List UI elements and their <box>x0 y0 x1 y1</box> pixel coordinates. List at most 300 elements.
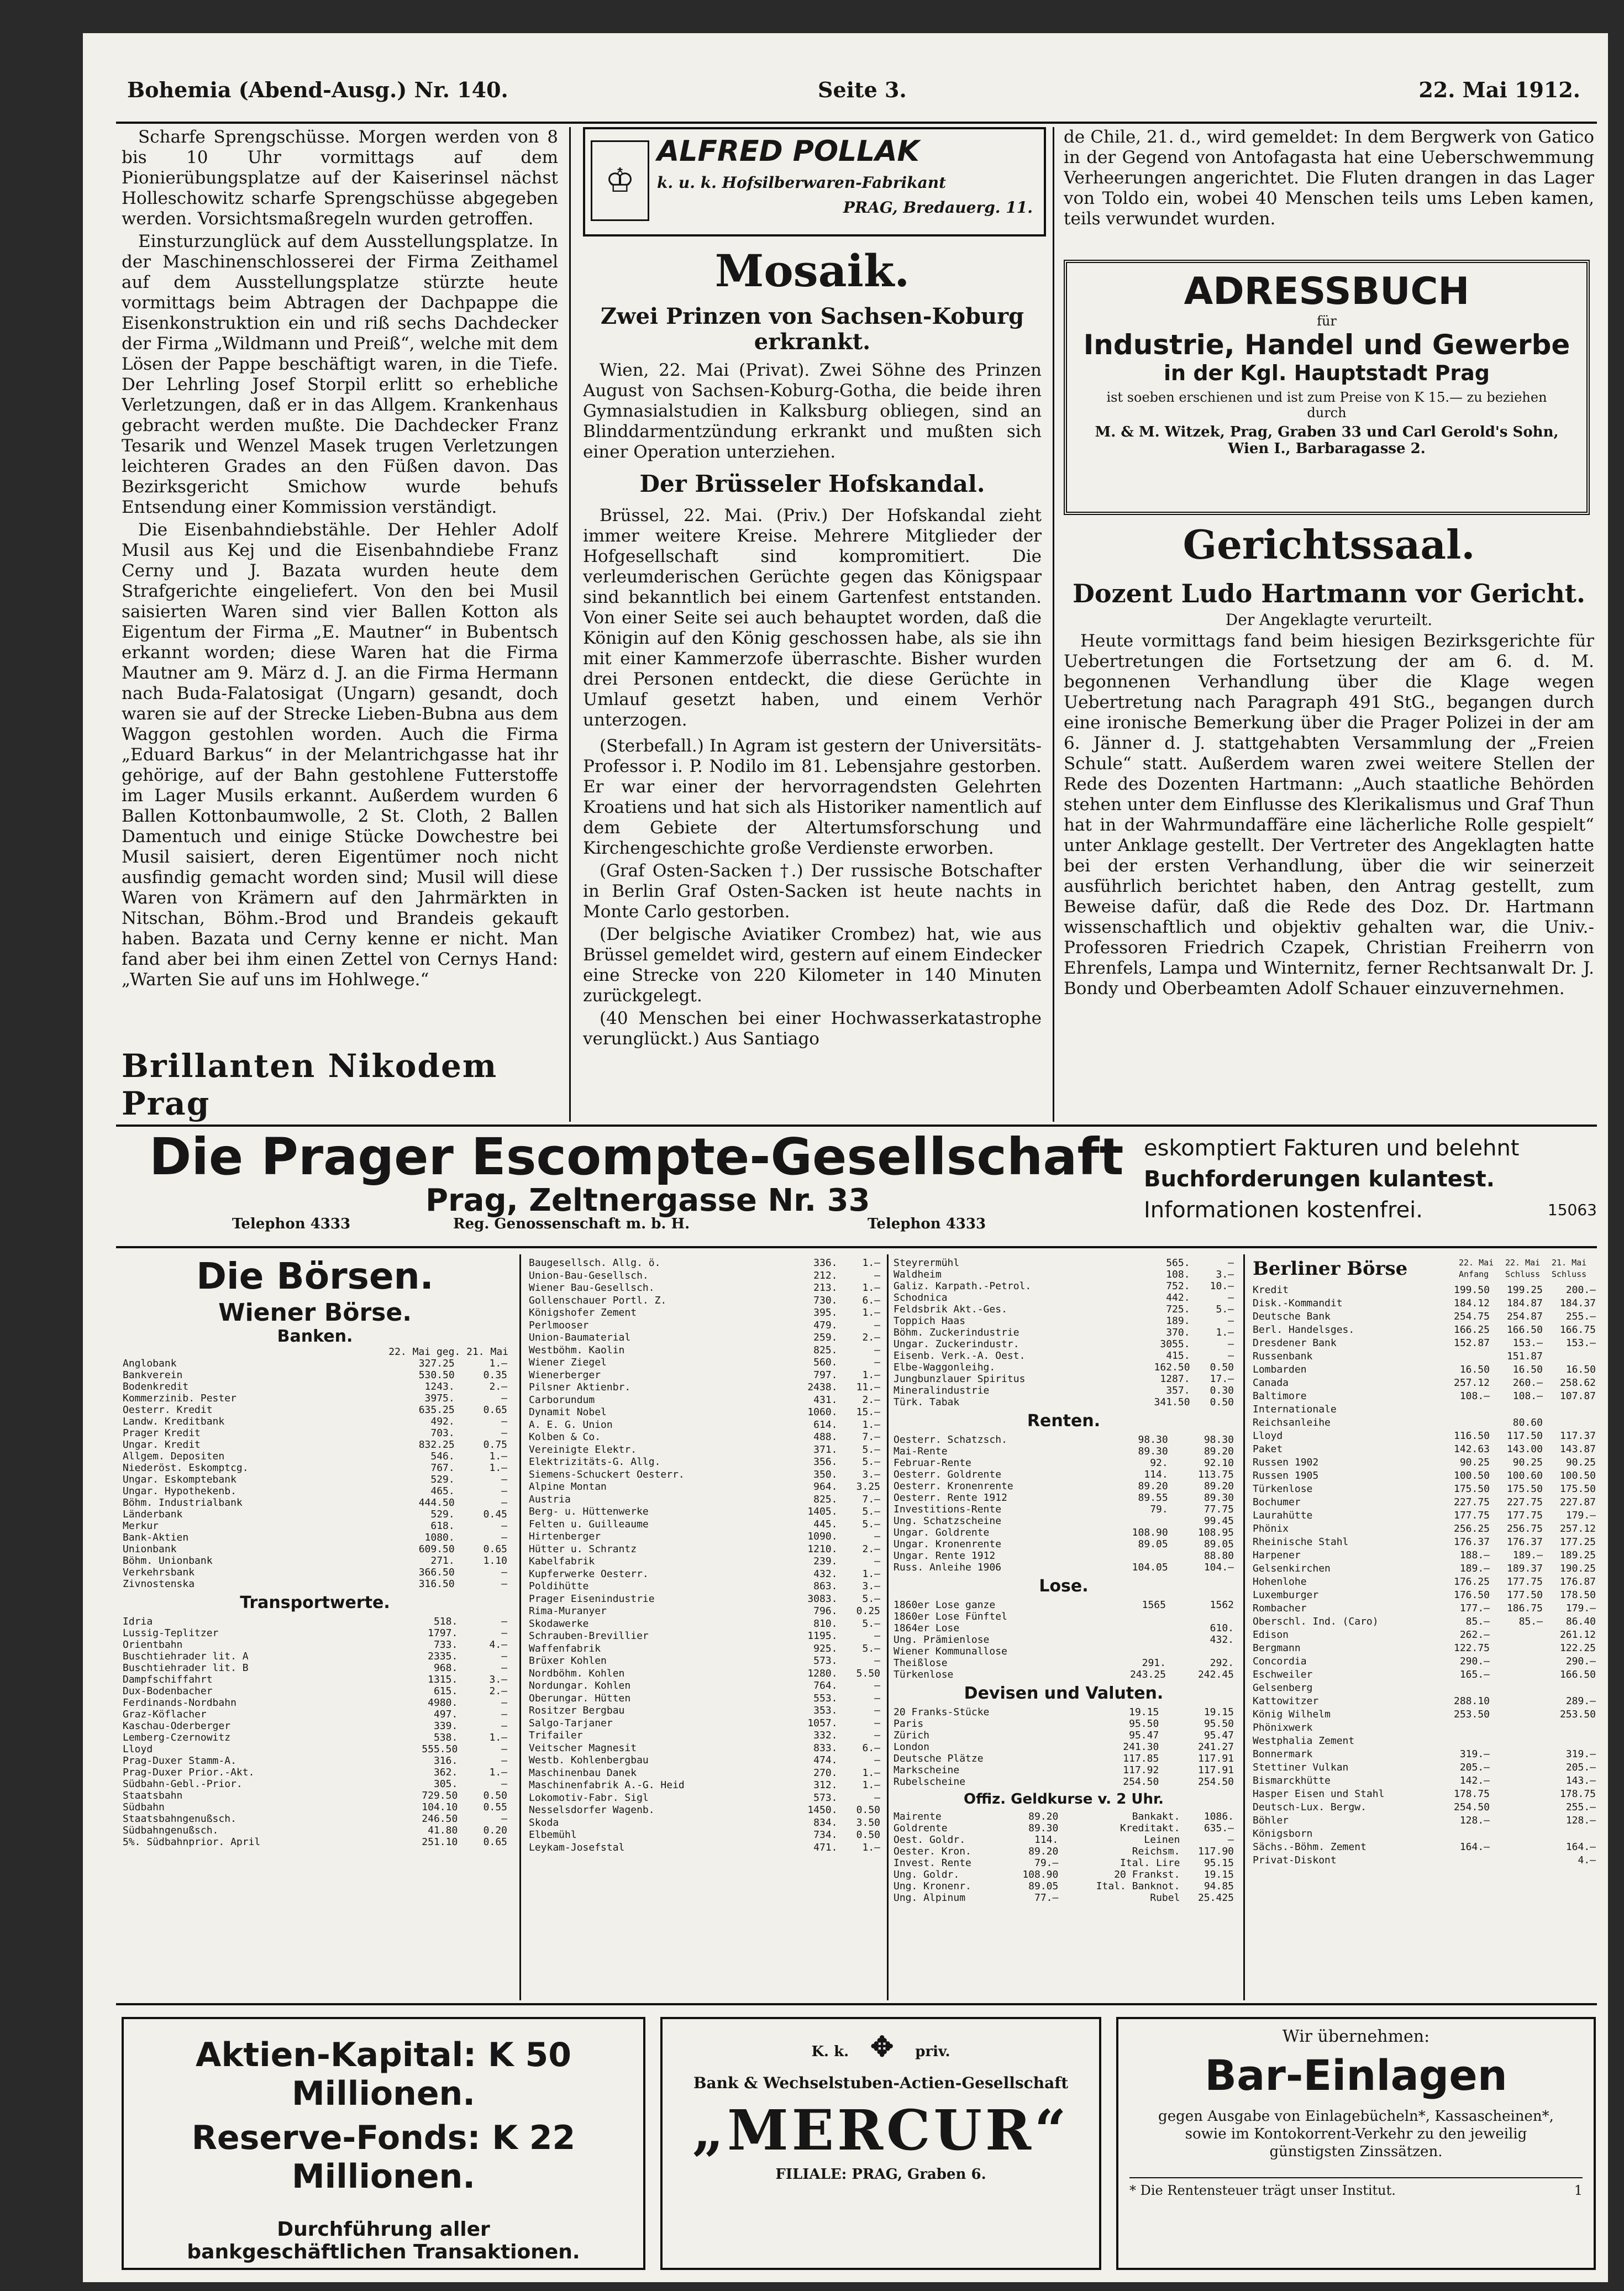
berlin-row-cell: 189.— <box>1512 1549 1543 1561</box>
industrie-row-cell: 3.50 <box>856 1816 880 1828</box>
geld-row <box>892 1857 1235 1869</box>
bank-row-cell: Bankverein <box>123 1369 183 1381</box>
berlin-row <box>1252 1297 1597 1310</box>
berlin-row-cell <box>1491 1655 1544 1668</box>
geld-row-cell: Invest. Rente <box>894 1857 971 1869</box>
ad-brillanten: Brillanten Nikodem Prag <box>122 1047 498 1122</box>
industrie-row-cell: Vereinigte Elektr. <box>529 1443 637 1455</box>
geld-row <box>892 1892 1235 1904</box>
renten-row-cell: 89.30 <box>1203 1492 1234 1504</box>
berlin-row-cell: 190.25 <box>1559 1563 1596 1574</box>
lose-row-cell: 243.25 <box>1129 1669 1166 1680</box>
geld-row-cell: 1086. <box>1203 1811 1234 1822</box>
industrie-row-cell: 5.— <box>862 1443 880 1455</box>
renten-row-cell: 89.20 <box>1203 1480 1234 1492</box>
berlin-row-cell: 260.— <box>1512 1377 1543 1389</box>
industrie-row-cell: Perlmooser <box>529 1319 589 1331</box>
renten-row-cell: 113.75 <box>1197 1469 1234 1480</box>
berlin-row-cell: 143.— <box>1565 1775 1596 1786</box>
industrie-row-cell: 833. <box>813 1742 838 1754</box>
bank-row-cell: — <box>501 1427 507 1439</box>
berlin-row-cell: 288.10 <box>1453 1695 1490 1707</box>
industrie-row-cell: 734. <box>813 1829 838 1841</box>
ad-pollak <box>583 127 1046 237</box>
devisen-row <box>892 1706 1235 1718</box>
renten-row <box>892 1446 1235 1457</box>
industrie2-row-cell: — <box>1228 1315 1234 1327</box>
berlin-row <box>1252 1456 1597 1469</box>
transport-row-cell: Dampfschiffahrt <box>123 1674 213 1685</box>
industrie-row-cell: 2.— <box>862 1394 880 1406</box>
transport-row <box>122 1743 508 1755</box>
renten-row-cell: 77.75 <box>1203 1504 1234 1515</box>
bank-row-cell: Oesterr. Kredit <box>123 1404 213 1416</box>
bank-row-cell: 1243. <box>424 1381 455 1393</box>
industrie-row-cell: — <box>874 1531 880 1542</box>
text-sterbefall: (Sterbefall.) In Agram ist gestern der Universitäts-Professor i. P. Nodilo im 81. Lebensjahre gestorben. Er war einer der hervorragendsten Gelehrten Kroatiens und hat sich als Historiker namentlich auf dem Gebiete der Altertumsforschung und Kirchengeschichte große Verdienste erworben. <box>583 736 1042 858</box>
bank-row-cell: 767. <box>430 1462 455 1474</box>
renten-row-cell: 89.55 <box>1138 1492 1168 1504</box>
berlin-row <box>1252 1430 1597 1443</box>
industrie-row-cell: 15.— <box>856 1406 880 1418</box>
crown-icon: ♔ <box>591 140 649 221</box>
bank-row <box>122 1416 508 1427</box>
berlin-row-cell: 142.— <box>1459 1775 1490 1786</box>
geld-row-cell: Bankakt. <box>1132 1811 1180 1822</box>
bank-row <box>122 1543 508 1555</box>
bank-row-cell: 546. <box>430 1451 455 1462</box>
geld-row-cell: Ung. Alpinum <box>894 1892 966 1904</box>
article-eisenbahndiebstaehle: Die Eisenbahndiebstähle. Der Hehler Adolf Musil aus Kej und die Eisenbahndiebe Franz Cerny und J. Bazata wurden heute dem Strafgerichte eingeliefert. Von den bei Musil saisierten Waren sind vier Ballen Kotton als Eigentum der Firma „E. Mautner“ in Bubentsch erkannt worden; diese Waren hat die Firma Mautner am 9. März d. J. an die Firma Hermann nach Buda-Falatosigat (Ungarn) gesandt, doch waren sie auf der Strecke Lieben-Bubna aus dem Waggon gestohlen worden. Auch die Firma „Eduard Barkus“ in der Melantrichgasse hat ihr gehörige, auf der Bahn gestohlene Futterstoffe im Lager Musils erkannt. Außerdem wurden 6 Ballen Kottonbaumwolle, 2 St. Cloth, 2 Ballen Damentuch und einige Stücke Dowchestre bei Musil saisiert, deren Eigentümer noch nicht ausfindig gemacht worden sind; Musil will diese Waren von Krämern auf den Jahrmärkten in Nitschan, Böhm.-Brod und Brandeis gekauft haben. Bazata und Cerny kenne er nicht. Man fand aber bei ihm einen Zettel von Cernys Hand: „Warten Sie auf uns im Hohlwege.“ <box>122 520 558 990</box>
industrie-row-cell: 1.— <box>862 1257 880 1269</box>
geld-row <box>892 1834 1235 1846</box>
devisen-row-cell: 117.91 <box>1197 1764 1234 1776</box>
renten-row <box>892 1480 1235 1492</box>
berlin-row-cell: Russen 1902 <box>1253 1457 1319 1468</box>
berlin-row-cell: 176.87 <box>1559 1576 1596 1588</box>
industrie2-row-cell: Eisenb. Verk.-A. Oest. <box>894 1350 1026 1362</box>
industrie-row-cell: 1057. <box>807 1717 838 1729</box>
bank-row-cell: 2.— <box>489 1381 507 1393</box>
bank-row <box>122 1520 508 1532</box>
berlin-row-cell: 16.50 <box>1459 1364 1490 1375</box>
bank-row-cell: — <box>501 1520 507 1532</box>
renten-row-cell: 108.95 <box>1197 1527 1234 1538</box>
transport-row-cell: — <box>501 1651 507 1662</box>
eagle-icon: ✥ <box>870 2030 894 2063</box>
bank-row <box>122 1497 508 1509</box>
berlin-row-cell <box>1491 1788 1544 1801</box>
renten-row-cell: Investitions-Rente <box>894 1504 1002 1515</box>
industrie-row-cell: 431. <box>813 1394 838 1406</box>
berlin-row-cell <box>1491 1827 1544 1841</box>
transport-row-cell: 1797. <box>428 1627 458 1639</box>
transport-row-cell: — <box>501 1616 507 1627</box>
industrie-row <box>528 1730 881 1742</box>
berlin-row-cell: 184.12 <box>1453 1297 1490 1309</box>
industrie-row <box>528 1842 881 1854</box>
bank-row-cell: 703. <box>430 1427 455 1439</box>
industrie-row-cell: 573. <box>813 1655 838 1667</box>
berlin-row-cell: Deutsch-Lux. Bergw. <box>1253 1801 1367 1813</box>
ad-escompte <box>149 1127 1133 1243</box>
geld-row-cell: 77.— <box>1034 1892 1059 1904</box>
renten-row-cell: 92. <box>1150 1457 1168 1469</box>
transport-row-cell: 104.10 <box>422 1801 458 1813</box>
transport-row-cell: 0.50 <box>483 1790 507 1801</box>
industrie-row-cell: 2438. <box>807 1381 838 1393</box>
transport-row-cell: 0.20 <box>483 1825 507 1836</box>
industrie-row <box>528 1456 881 1469</box>
industrie-row <box>528 1630 881 1643</box>
berlin-row-cell <box>1491 1403 1544 1416</box>
industrie-row-cell: 5.— <box>862 1593 880 1605</box>
berlin-row-cell: 255.— <box>1565 1311 1596 1322</box>
berlin-row-cell: 108.— <box>1512 1390 1543 1402</box>
berlin-row <box>1252 1376 1597 1390</box>
geld-row-cell: Oest. Goldr. <box>894 1834 966 1846</box>
industrie2-row-cell: Toppich Haas <box>894 1315 966 1327</box>
berlin-row <box>1252 1483 1597 1496</box>
mercur-name: „MERCUR“ <box>692 2098 1070 2163</box>
industrie-row-cell: Oberungar. Hütten <box>529 1692 631 1704</box>
bank-row <box>122 1474 508 1485</box>
berlin-row <box>1252 1350 1597 1363</box>
industrie-row <box>528 1320 881 1332</box>
industrie-row <box>528 1381 881 1394</box>
industrie-row-cell: 1450. <box>807 1804 838 1816</box>
industrie-row-cell: 834. <box>813 1816 838 1828</box>
geld-row-cell: 20 Frankst. <box>1114 1869 1180 1880</box>
industrie2-row-cell: 0.50 <box>1210 1396 1234 1408</box>
industrie-row-cell: — <box>874 1717 880 1729</box>
bank-row <box>122 1485 508 1497</box>
industrie-row-cell: Maschinenbau Danek <box>529 1767 637 1779</box>
transport-row <box>122 1674 508 1685</box>
berlin-row <box>1252 1695 1597 1708</box>
industrie-row <box>528 1754 881 1767</box>
industrie2-row-cell: 1.— <box>1216 1327 1234 1338</box>
berlin-row-cell <box>1438 1416 1491 1430</box>
mercur-priv: priv. <box>915 2043 950 2060</box>
column-2 <box>583 243 1042 1105</box>
industrie2-row-cell: Jungbunzlauer Spiritus <box>894 1373 1026 1385</box>
industrie-row <box>528 1742 881 1755</box>
berlin-row-cell <box>1544 1350 1597 1363</box>
bank-row-cell: 0.75 <box>483 1439 507 1451</box>
industrie-row <box>528 1779 881 1792</box>
berlin-row <box>1252 1323 1597 1337</box>
industrie-row <box>528 1767 881 1780</box>
industrie-row-cell: — <box>874 1344 880 1356</box>
industrie-row-cell: — <box>874 1655 880 1667</box>
transport-row-cell: — <box>501 1627 507 1639</box>
berlin-row-cell: 166.25 <box>1453 1324 1490 1336</box>
berlin-row <box>1252 1496 1597 1509</box>
devisen-row-cell: London <box>894 1741 930 1753</box>
industrie-row <box>528 1518 881 1531</box>
berlin-row <box>1252 1628 1597 1642</box>
industrie2-row-cell: 752. <box>1166 1280 1190 1292</box>
berlin-row-cell <box>1544 1721 1597 1735</box>
bank-row <box>122 1439 508 1451</box>
bank-row-cell: 271. <box>430 1555 455 1567</box>
berlin-row-cell: Dresdener Bank <box>1253 1337 1337 1349</box>
berlin-row <box>1252 1403 1597 1416</box>
industrie-row <box>528 1792 881 1805</box>
industrie-row-cell: Salgo-Tarjaner <box>529 1717 613 1729</box>
berlin-row-cell: 176.25 <box>1453 1576 1490 1588</box>
renten-row-cell: 88.80 <box>1203 1550 1234 1562</box>
bank-row-cell: Bodenkredit <box>123 1381 189 1393</box>
escompte-tel-right: Telephon 4333 <box>868 1216 986 1232</box>
bank-row-cell: Verkehrsbank <box>123 1567 195 1578</box>
transport-row-cell: — <box>501 1709 507 1720</box>
table-transport <box>122 1616 508 1848</box>
industrie-row <box>528 1680 881 1693</box>
transport-row-cell: — <box>501 1720 507 1732</box>
industrie-row-cell: Poldihütte <box>529 1580 589 1592</box>
devisen-row-cell: 254.50 <box>1123 1776 1159 1788</box>
industrie2-row-cell: — <box>1228 1292 1234 1304</box>
industrie2-row-cell: Feldsbrik Akt.-Ges. <box>894 1304 1007 1315</box>
bank-row-cell: 832.25 <box>418 1439 455 1451</box>
industrie-row-cell: Prager Eisenindustrie <box>529 1593 655 1605</box>
geld-row-cell: 635.— <box>1203 1822 1234 1834</box>
industrie-row <box>528 1369 881 1382</box>
renten-row-cell <box>1103 1550 1169 1562</box>
berlin-row <box>1252 1549 1597 1562</box>
industrie2-row-cell: Türk. Tabak <box>894 1396 960 1408</box>
transport-row-cell: Orientbahn <box>123 1639 183 1651</box>
bank-row-cell: — <box>501 1567 507 1578</box>
renten-title: Renten. <box>1027 1411 1101 1431</box>
devisen-row-cell: Deutsche Plätze <box>894 1753 984 1764</box>
berlin-row-cell: 100.60 <box>1506 1470 1543 1481</box>
industrie2-row <box>892 1327 1235 1338</box>
industrie-row-cell: 825. <box>813 1493 838 1505</box>
geld-row-cell: Ital. Banknot. <box>1096 1880 1180 1892</box>
industrie-row-cell: 810. <box>813 1617 838 1630</box>
boersen-col-4 <box>1252 1257 1597 1998</box>
ad-mercur <box>660 2017 1101 2270</box>
industrie-row-cell: Nordböhm. Kohlen <box>529 1667 625 1679</box>
industrie2-row-cell: 5.— <box>1216 1304 1234 1315</box>
industrie-row <box>528 1556 881 1568</box>
berlin-row <box>1252 1575 1597 1589</box>
transport-row-cell: 3.— <box>489 1674 507 1685</box>
article-sprengschuesse: Scharfe Sprengschüsse. Morgen werden von 8 bis 10 Uhr vormittags auf dem Pionierübungsplatze auf der Kaiserinsel nächst Holleschowitz scharfe Sprengschüsse abgegeben werden. Vorsichtsmaßregeln wurden getroffen. <box>122 127 558 229</box>
industrie-row-cell: 445. <box>813 1518 838 1530</box>
berlin-row-cell: 177.25 <box>1559 1536 1596 1548</box>
berlin-row-cell: Bochumer <box>1253 1496 1301 1508</box>
industrie-row <box>528 1406 881 1419</box>
industrie-row-cell: — <box>874 1791 880 1804</box>
lose-row <box>892 1634 1235 1646</box>
industrie-row-cell: 350. <box>813 1468 838 1480</box>
transport-row-cell: Dux-Bodenbacher <box>123 1685 213 1697</box>
berlin-row-cell: 175.50 <box>1506 1483 1543 1495</box>
industrie-row-cell: 1210. <box>807 1543 838 1555</box>
berlin-title: Berliner Börse <box>1253 1257 1408 1280</box>
berlin-row-cell: Westphalia Zement <box>1253 1735 1355 1747</box>
col-rule-1 <box>569 127 571 1122</box>
industrie-row-cell: 356. <box>813 1456 838 1468</box>
bank-row-cell: 609.50 <box>418 1543 455 1555</box>
bank-row-cell: 465. <box>430 1485 455 1497</box>
berlin-row-cell: 108.— <box>1459 1390 1490 1402</box>
geld-row <box>892 1811 1235 1822</box>
geld-row-cell: Reichsm. <box>1132 1846 1180 1857</box>
devisen-row-cell: Zürich <box>894 1730 930 1741</box>
renten-row-cell <box>1103 1515 1169 1527</box>
industrie-row-cell: Siemens-Schuckert Oesterr. <box>529 1468 685 1480</box>
transport-row-cell: Südbahngenußsch. <box>123 1825 219 1836</box>
devisen-row <box>892 1776 1235 1788</box>
transport-row-cell: 497. <box>433 1709 458 1720</box>
bank-row <box>122 1451 508 1462</box>
devisen-row-cell: Markscheine <box>894 1764 960 1776</box>
berlin-row <box>1252 1562 1597 1575</box>
bank-row-cell: 327.25 <box>418 1358 455 1369</box>
geld-row-cell: Ital. Lire <box>1120 1857 1180 1869</box>
bank-row-cell: 0.65 <box>483 1404 507 1416</box>
industrie-row-cell: 925. <box>813 1642 838 1654</box>
industrie2-row-cell: Böhm. Zuckerindustrie <box>894 1327 1019 1338</box>
berlin-row-cell: 117.37 <box>1559 1430 1596 1442</box>
berlin-row-cell: Rombacher <box>1253 1602 1307 1614</box>
geld-row-cell: 25.425 <box>1197 1892 1234 1904</box>
text-osten-sacken: (Graf Osten-Sacken †.) Der russische Botschafter in Berlin Graf Osten-Sacken ist heute nachts in Monte Carlo gestorben. <box>583 861 1042 922</box>
berlin-row-cell: 90.25 <box>1565 1457 1596 1468</box>
industrie-row-cell: Wienerberger <box>529 1369 601 1381</box>
lose-row-cell: 1860er Lose ganze <box>894 1599 996 1611</box>
berlin-row-cell: Privat-Diskont <box>1253 1854 1337 1866</box>
industrie-row-cell: 0.50 <box>856 1804 880 1816</box>
industrie-row-cell: 1.— <box>862 1418 880 1431</box>
geld-row-cell: 117.90 <box>1197 1846 1234 1857</box>
berlin-row-cell: 290.— <box>1459 1656 1490 1667</box>
berlin-row-cell: 253.50 <box>1559 1709 1596 1720</box>
berlin-row-cell: 85.— <box>1465 1616 1490 1627</box>
berlin-row-cell <box>1544 1682 1597 1695</box>
renten-row-cell: Mai-Rente <box>894 1446 948 1457</box>
berlin-row-cell: Disk.-Kommandit <box>1253 1297 1343 1309</box>
transport-row-cell: 251.10 <box>422 1836 458 1848</box>
berlin-row-cell: 256.75 <box>1506 1523 1543 1535</box>
industrie-row <box>528 1655 881 1668</box>
industrie2-row <box>892 1257 1235 1269</box>
industrie-row-cell: Kolben & Co. <box>529 1431 601 1443</box>
bank-row-cell: Ungar. Eskomptebank <box>123 1474 236 1485</box>
renten-row-cell: 89.20 <box>1203 1446 1234 1457</box>
geld-row-cell: 108.90 <box>1022 1869 1059 1880</box>
industrie-row-cell: 1.— <box>862 1767 880 1779</box>
industrie2-row-cell: 1287. <box>1160 1373 1190 1385</box>
industrie-row-cell: 2.— <box>862 1332 880 1343</box>
escompte-right <box>1144 1133 1597 1226</box>
transport-row <box>122 1778 508 1790</box>
sub-hofskandal: Der Brüsseler Hofskandal. <box>639 470 985 497</box>
bank-row-cell: Länderbank <box>123 1509 183 1520</box>
berlin-row-cell <box>1544 1735 1597 1748</box>
devisen-row-cell: 241.30 <box>1123 1741 1159 1753</box>
industrie-row-cell: Maschinenfabrik A.-G. Heid <box>529 1779 685 1791</box>
lose-row-cell <box>1099 1634 1167 1646</box>
industrie2-row-cell: 370. <box>1166 1327 1190 1338</box>
industrie-row-cell: Skodawerke <box>529 1617 589 1630</box>
industrie-row <box>528 1506 881 1518</box>
berlin-row <box>1252 1443 1597 1456</box>
berlin-row-cell: 117.50 <box>1506 1430 1543 1442</box>
industrie-row-cell: 560. <box>813 1357 838 1368</box>
transport-row-cell: 316. <box>433 1755 458 1767</box>
berlin-row-cell <box>1438 1350 1491 1363</box>
transport-row-cell: 362. <box>433 1767 458 1778</box>
transport-row-cell: 729.50 <box>422 1790 458 1801</box>
pollak-address: PRAG, Bredauerg. 11. <box>843 198 1033 217</box>
industrie-row <box>528 1643 881 1656</box>
berlin-row <box>1252 1337 1597 1350</box>
berlin-row-cell <box>1491 1761 1544 1774</box>
industrie-row-cell: Wiener Bau-Gesellsch. <box>529 1282 655 1294</box>
transport-row-cell: 0.55 <box>483 1801 507 1813</box>
rule-escompte-bottom <box>116 1246 1597 1248</box>
renten-row-cell: 89.20 <box>1138 1480 1168 1492</box>
industrie2-row-cell: Mineralindustrie <box>894 1385 990 1396</box>
table-lose <box>892 1599 1235 1680</box>
devisen-row <box>892 1753 1235 1764</box>
berlin-row <box>1252 1284 1597 1297</box>
bank-row-cell: — <box>501 1474 507 1485</box>
industrie-row-cell: 371. <box>813 1443 838 1455</box>
industrie-row-cell: Königshofer Zement <box>529 1307 637 1318</box>
bank-row-cell: Unionbank <box>123 1543 177 1555</box>
lose-row <box>892 1622 1235 1634</box>
berlin-row-cell <box>1438 1721 1491 1735</box>
industrie-row <box>528 1618 881 1631</box>
devisen-row-cell: 95.47 <box>1203 1730 1234 1741</box>
bank-row-cell: Ungar. Kredit <box>123 1439 201 1451</box>
industrie-row-cell: 11.— <box>856 1381 880 1393</box>
berlin-row-cell: Internationale <box>1253 1404 1337 1415</box>
lose-row-cell: 292. <box>1210 1657 1234 1669</box>
lose-row-cell: Türkenlose <box>894 1669 954 1680</box>
ad-adressbuch <box>1064 260 1590 515</box>
geld-row <box>892 1869 1235 1880</box>
industrie-row-cell: 5.— <box>862 1617 880 1630</box>
berlin-row-cell: 177.75 <box>1506 1576 1543 1588</box>
industrie-row <box>528 1295 881 1307</box>
berlin-row-cell: 254.87 <box>1506 1311 1543 1322</box>
berlin-row <box>1252 1735 1597 1748</box>
berlin-row-cell: 262.— <box>1459 1629 1490 1641</box>
berlin-row-cell: 188.— <box>1459 1549 1490 1561</box>
industrie2-row <box>892 1338 1235 1350</box>
berlin-row-cell <box>1491 1721 1544 1735</box>
transport-row-cell: Südbahn-Gebl.-Prior. <box>123 1778 243 1790</box>
industrie-row-cell: Brüxer Kohlen <box>529 1655 607 1667</box>
geld-row-cell: 94.85 <box>1203 1880 1234 1892</box>
industrie-row-cell: — <box>874 1556 880 1567</box>
transport-row-cell: — <box>501 1813 507 1825</box>
industrie2-row <box>892 1362 1235 1373</box>
bank-row-cell: — <box>501 1497 507 1509</box>
berlin-row-cell: Königsborn <box>1253 1828 1313 1840</box>
industrie-row-cell: 0.25 <box>856 1605 880 1617</box>
industrie-row <box>528 1431 881 1444</box>
geld-row-cell: 79.— <box>1034 1857 1059 1869</box>
